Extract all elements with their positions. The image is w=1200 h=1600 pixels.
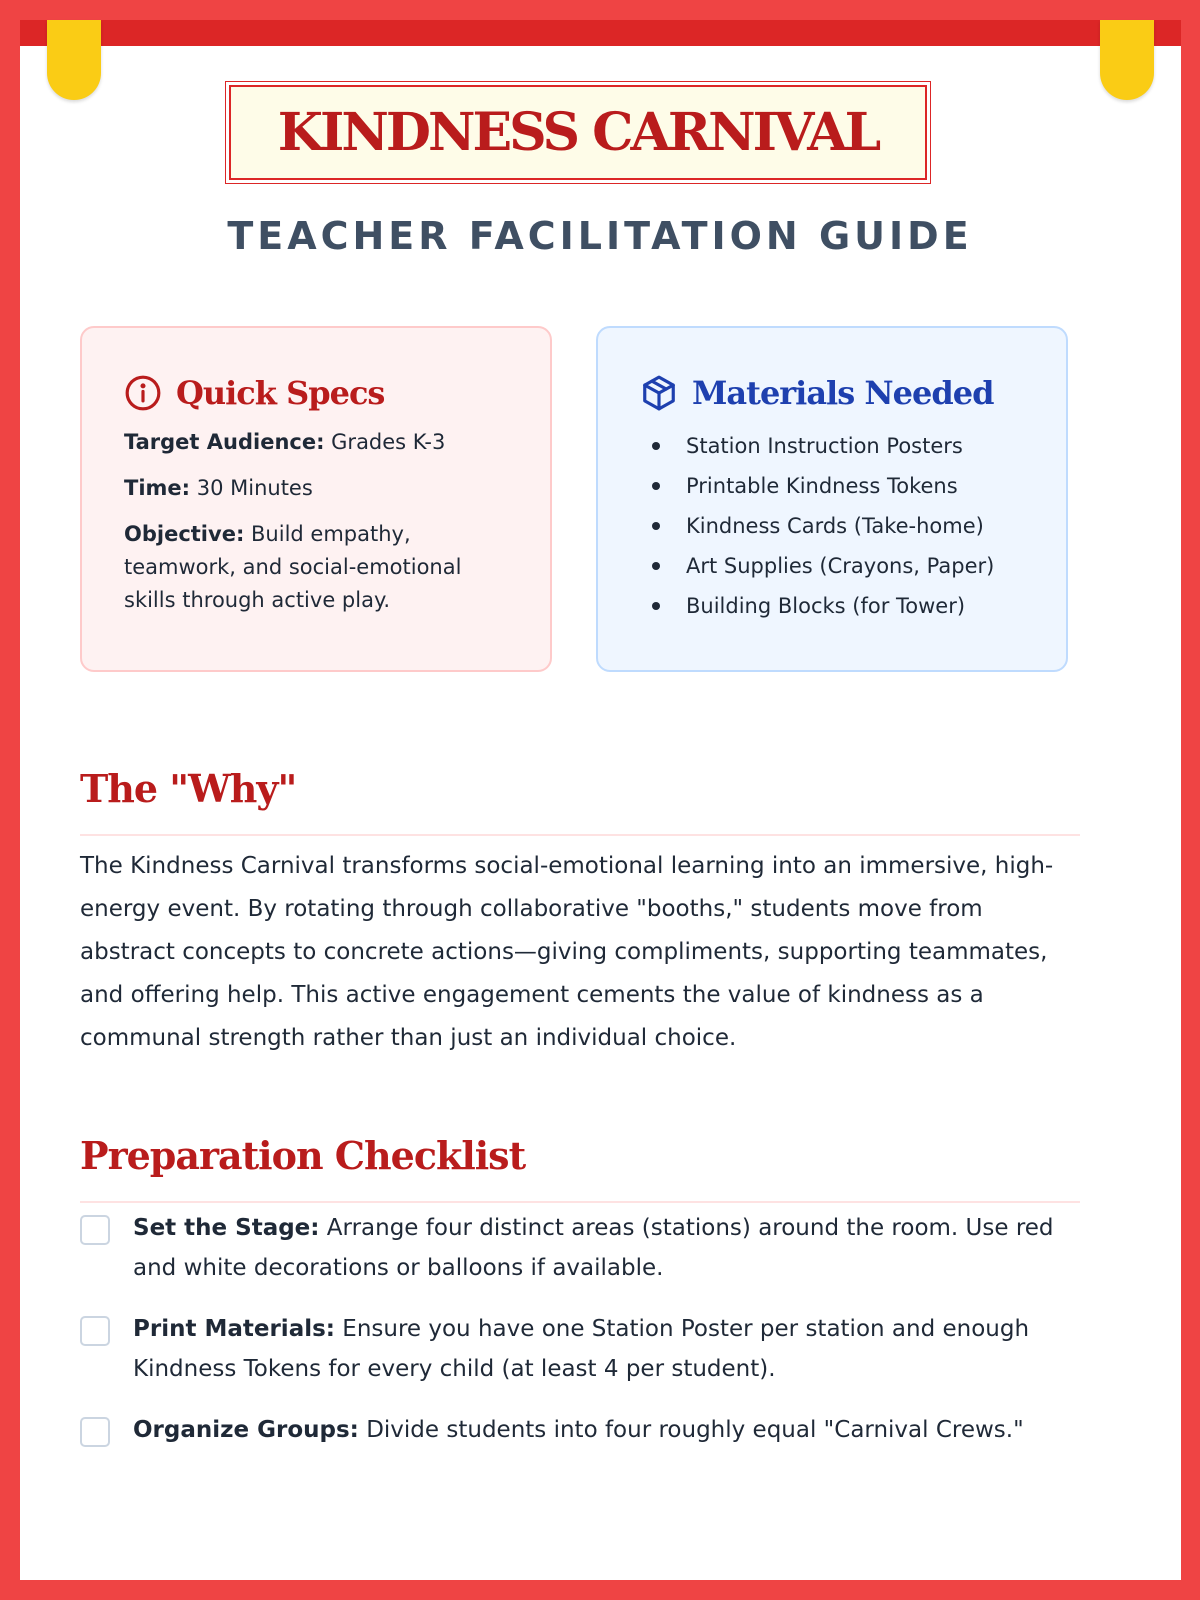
info-icon xyxy=(124,374,162,412)
top-band xyxy=(20,20,1181,46)
list-item: Printable Kindness Tokens xyxy=(652,466,1026,506)
box-icon xyxy=(640,374,678,412)
preparation-checklist xyxy=(80,1208,1080,1471)
why-heading: The "Why" xyxy=(80,766,297,811)
checkbox-organize-groups[interactable] xyxy=(80,1417,110,1447)
checklist-item: Print Materials: Ensure you have one Station Poster per station and enough Kindness Tokens for every child (at least 4 per student). xyxy=(80,1309,1080,1389)
title-banner xyxy=(225,81,931,184)
page-title: KINDNESS CARNIVAL xyxy=(277,102,879,163)
quick-specs-title: Quick Specs xyxy=(176,374,385,412)
right-pin-tab xyxy=(1100,20,1154,100)
materials-card xyxy=(596,326,1068,672)
why-paragraph: The Kindness Carnival transforms social-emotional learning into an immersive, high-energy event. By rotating through collaborative "booths," students move from abstract concepts to concrete actions—giving compliments, supporting teammates, and offering help. This active engagement cements the value of kindness as a communal strength rather than just an individual choice. xyxy=(80,853,1054,1051)
list-item: Art Supplies (Crayons, Paper) xyxy=(652,546,1026,586)
list-item: Building Blocks (for Tower) xyxy=(652,586,1026,626)
spec-audience: Target Audience: Grades K-3 xyxy=(124,430,446,454)
list-item: Kindness Cards (Take-home) xyxy=(652,506,1026,546)
page-subtitle: TEACHER FACILITATION GUIDE xyxy=(227,214,973,258)
materials-list xyxy=(640,426,1026,626)
checkbox-set-the-stage[interactable] xyxy=(80,1215,110,1245)
checklist-heading: Preparation Checklist xyxy=(80,1133,526,1178)
checkbox-print-materials[interactable] xyxy=(80,1316,110,1346)
quick-specs-card xyxy=(80,326,552,672)
checklist-item: Organize Groups: Divide students into four roughly equal "Carnival Crews." xyxy=(80,1410,1080,1450)
spec-time: Time: 30 Minutes xyxy=(124,476,313,500)
materials-title: Materials Needed xyxy=(692,374,994,412)
left-pin-tab xyxy=(47,20,101,100)
spec-objective: Objective: Build empathy, teamwork, and social-emotional skills through active play. xyxy=(124,522,462,612)
checklist-divider xyxy=(80,1201,1080,1203)
checklist-item: Set the Stage: Arrange four distinct areas (stations) around the room. Use red and white decorations or balloons if available. xyxy=(80,1208,1080,1288)
list-item: Station Instruction Posters xyxy=(652,426,1026,466)
why-divider xyxy=(80,834,1080,836)
